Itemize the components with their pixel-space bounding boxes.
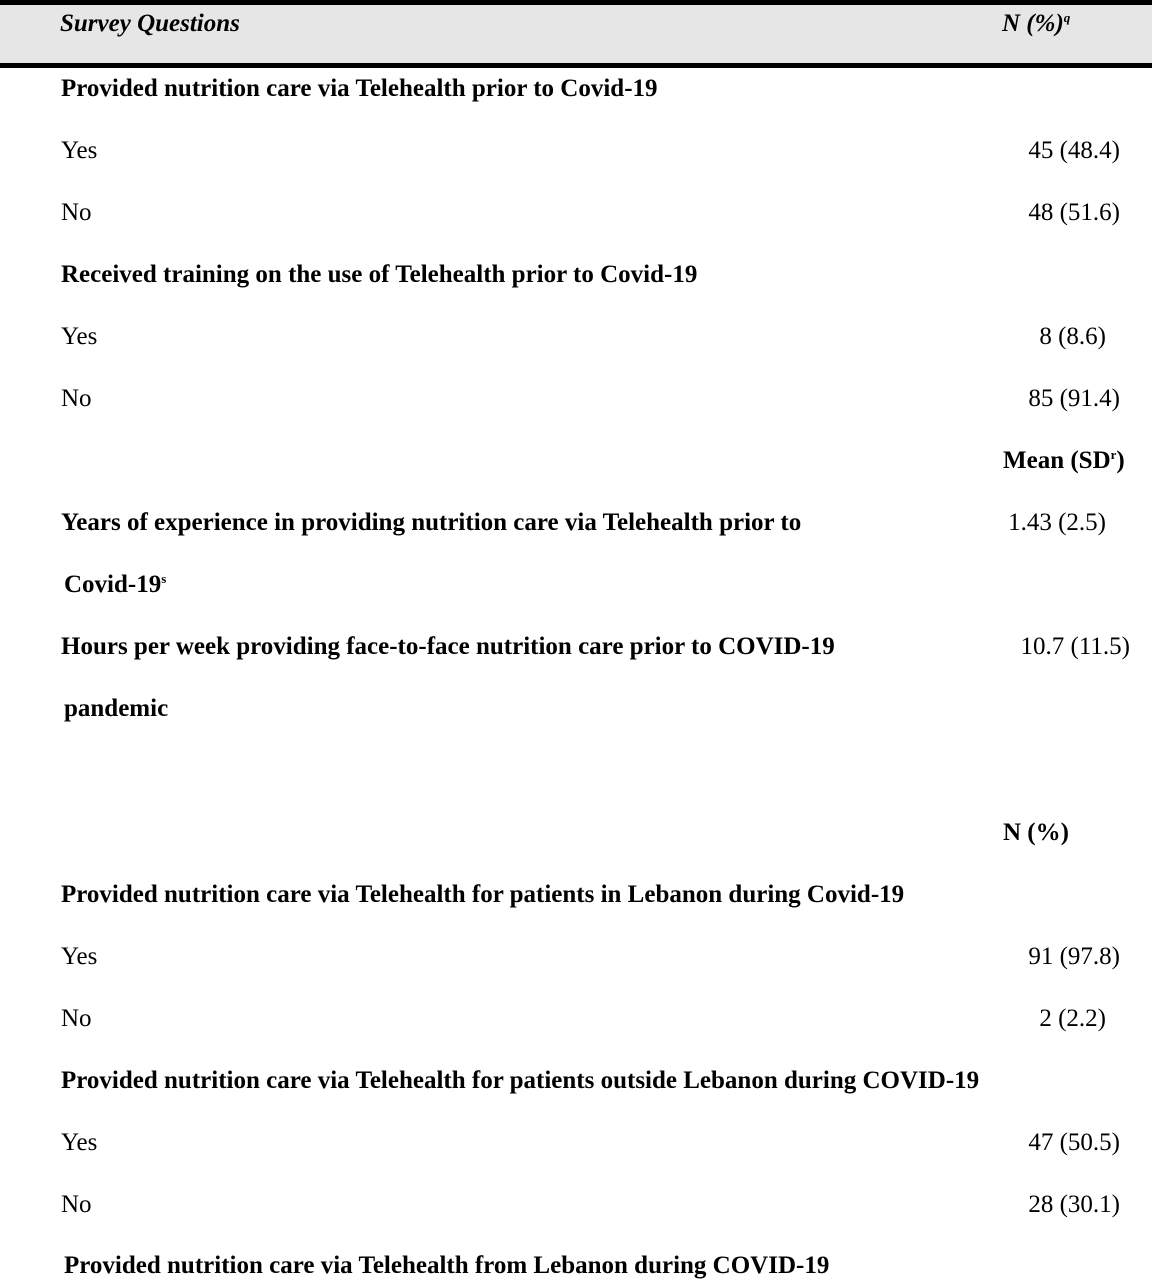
answer-label-yes: Yes (61, 323, 98, 350)
question-years-experience-cont (64, 570, 166, 600)
column-header-n-percent (1002, 10, 1070, 38)
answer-label-yes: Yes (61, 137, 98, 164)
question-years-experience: Years of experience in providing nutrition care via Telehealth prior to (61, 509, 802, 536)
answer-value: 28 (30.1) (1028, 1191, 1120, 1218)
footnote-marker-r: r (1110, 447, 1117, 462)
answer-label-no: No (61, 199, 92, 226)
table-header (0, 0, 1152, 68)
answer-label-no: No (61, 1005, 92, 1032)
question-hours-face-to-face-cont: pandemic (64, 695, 169, 722)
question-telehealth-prior: Provided nutrition care via Telehealth prior to Covid-19 (61, 75, 658, 102)
column-subheader-n-percent: N (%) (1003, 819, 1069, 846)
question-telehealth-from-lebanon: Provided nutrition care via Telehealth from Lebanon during COVID-19 (64, 1252, 830, 1279)
answer-value: 1.43 (2.5) (1008, 509, 1106, 536)
question-years-experience-line2: Covid-19 (64, 571, 162, 598)
answer-value: 85 (91.4) (1028, 385, 1120, 412)
column-header-n-percent-text: N (%) (1002, 10, 1064, 37)
column-subheader-mean-sd (1003, 446, 1125, 476)
answer-value: 8 (8.6) (1039, 323, 1106, 350)
answer-label-no: No (61, 1191, 92, 1218)
answer-value: 48 (51.6) (1028, 199, 1120, 226)
answer-label-no: No (61, 385, 92, 412)
column-header-survey-questions: Survey Questions (60, 10, 240, 37)
answer-value: 10.7 (11.5) (1020, 633, 1130, 660)
answer-value: 2 (2.2) (1039, 1005, 1106, 1032)
question-hours-face-to-face: Hours per week providing face-to-face nutrition care prior to COVID-19 (61, 633, 835, 660)
answer-value: 91 (97.8) (1028, 943, 1120, 970)
question-telehealth-in-lebanon: Provided nutrition care via Telehealth for patients in Lebanon during Covid-19 (61, 881, 905, 908)
answer-value: 45 (48.4) (1028, 137, 1120, 164)
footnote-marker-s: s (161, 571, 167, 586)
question-training-prior: Received training on the use of Telehealth prior to Covid-19 (61, 261, 698, 288)
mean-sd-text: Mean (SD (1003, 447, 1111, 474)
question-telehealth-outside-lebanon: Provided nutrition care via Telehealth for patients outside Lebanon during COVID-19 (61, 1067, 980, 1094)
answer-label-yes: Yes (61, 1129, 98, 1156)
mean-sd-close: ) (1116, 447, 1125, 474)
footnote-marker-q: q (1063, 10, 1071, 25)
answer-value: 47 (50.5) (1028, 1129, 1120, 1156)
answer-label-yes: Yes (61, 943, 98, 970)
